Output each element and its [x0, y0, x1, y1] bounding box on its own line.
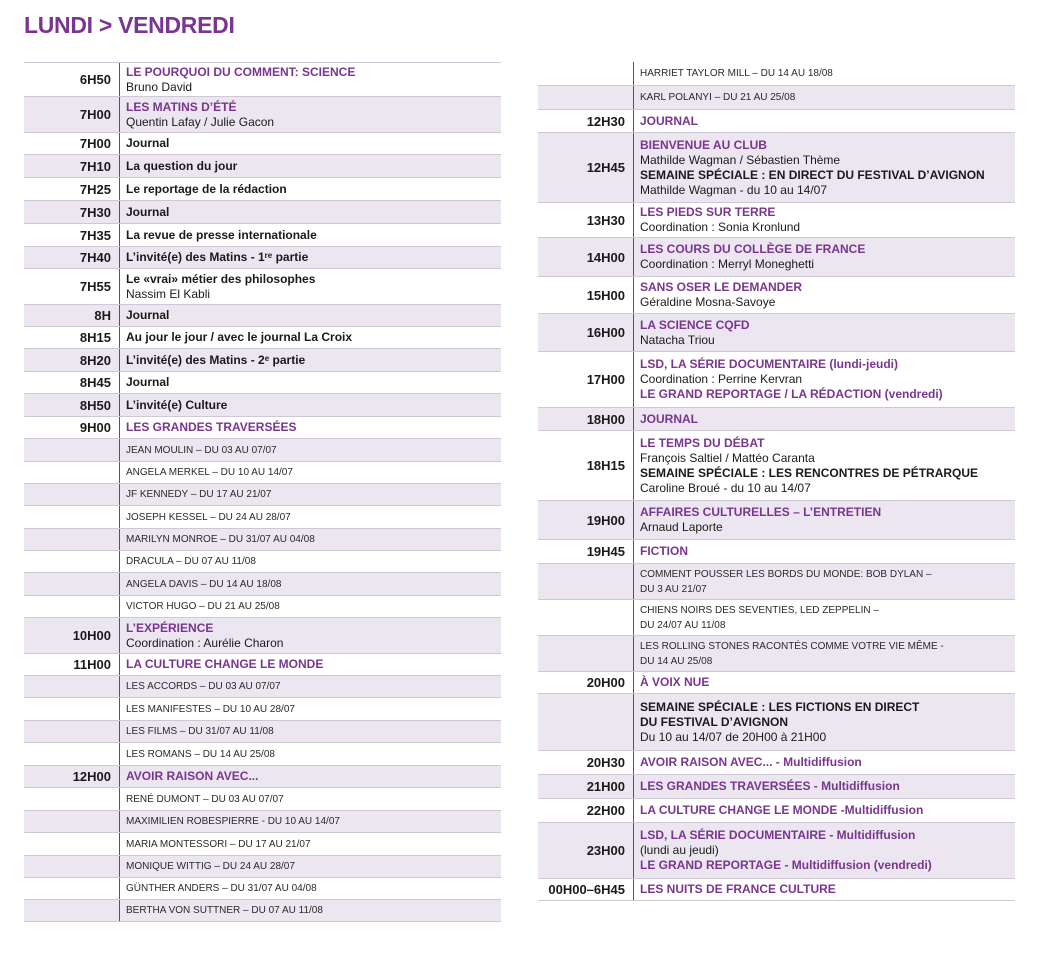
time-slot	[538, 62, 633, 85]
segment-title: Journal	[126, 375, 170, 389]
episode-entry: LES ROMANS – DU 14 AU 25/08	[126, 748, 275, 760]
program-host: François Saltiel / Mattéo Caranta	[640, 450, 815, 465]
time-slot	[24, 856, 119, 877]
time-slot	[24, 462, 119, 483]
schedule-row	[24, 596, 501, 618]
segment-title: L’invité(e) Culture	[126, 397, 228, 412]
program-host: Nassim El Kabli	[126, 286, 211, 301]
program-info	[119, 372, 501, 393]
schedule-row	[24, 462, 501, 484]
program-title: LE TEMPS DU DÉBAT	[640, 435, 765, 450]
schedule-row	[538, 86, 1015, 110]
program-host: Géraldine Mosna-Savoye	[640, 295, 776, 309]
time-slot	[538, 564, 633, 599]
episode-entry: DU 14 AU 25/08	[640, 655, 713, 667]
program-info	[119, 327, 501, 348]
program-host: Coordination : Aurélie Charon	[126, 635, 284, 650]
episode-entry: ANGELA MERKEL – DU 10 AU 14/07	[126, 467, 293, 478]
time-slot: 13H30	[586, 212, 625, 228]
schedule-row	[24, 372, 501, 394]
episode-entry: ANGELA DAVIS – DU 14 AU 18/08	[126, 578, 282, 590]
program-info	[119, 721, 501, 742]
program-title: LES NUITS DE FRANCE CULTURE	[640, 882, 836, 896]
schedule-row	[538, 501, 1015, 540]
program-info	[119, 676, 501, 697]
schedule-row	[538, 203, 1015, 238]
schedule-row	[24, 878, 501, 900]
schedule-row	[24, 439, 501, 462]
schedule-row	[24, 224, 501, 247]
time-slot: 8H45	[79, 375, 111, 390]
schedule-row	[24, 654, 501, 676]
schedule-row	[24, 97, 501, 133]
schedule-row	[24, 573, 501, 596]
time-slot: 14H00	[586, 249, 625, 265]
schedule-row	[24, 551, 501, 573]
schedule-row	[24, 155, 501, 178]
program-info	[119, 573, 501, 595]
episode-entry: LES ACCORDS – DU 03 AU 07/07	[126, 681, 281, 692]
schedule-row	[24, 178, 501, 201]
program-info	[119, 484, 501, 505]
program-info	[119, 349, 501, 371]
program-info	[119, 224, 501, 246]
program-title: LSD, LA SÉRIE DOCUMENTAIRE - Multidiffusion	[640, 828, 916, 842]
program-info	[633, 775, 1015, 798]
time-slot: 11H00	[73, 657, 111, 672]
episode-entry: JF KENNEDY – DU 17 AU 21/07	[126, 489, 272, 500]
schedule-row	[24, 63, 501, 97]
schedule-row	[24, 833, 501, 856]
program-info	[633, 501, 1015, 539]
program-info	[119, 618, 501, 653]
schedule-row	[24, 721, 501, 743]
segment-title: La question du jour	[126, 158, 238, 173]
program-info	[119, 133, 501, 154]
program-info	[633, 799, 1015, 822]
program-info	[119, 833, 501, 855]
schedule-row	[538, 431, 1015, 501]
schedule-row	[538, 277, 1015, 314]
time-slot: 8H20	[79, 352, 111, 368]
time-slot	[24, 573, 119, 595]
schedule-row	[538, 564, 1015, 600]
program-title: FICTION	[640, 544, 688, 558]
schedule-row	[538, 352, 1015, 408]
time-slot: 00H00–6H45	[548, 882, 625, 897]
episode-entry: COMMENT POUSSER LES BORDS DU MONDE: BOB DYLAN –	[640, 568, 932, 580]
time-slot: 22H00	[586, 803, 625, 818]
program-title: LES GRANDES TRAVERSÉES	[126, 420, 297, 434]
program-info	[119, 305, 501, 326]
program-title: AVOIR RAISON AVEC...	[126, 769, 259, 783]
program-title: LES MATINS D’ÉTÉ	[126, 99, 237, 114]
episode-entry: LES FILMS – DU 31/07 AU 11/08	[126, 726, 274, 737]
program-info	[119, 394, 501, 416]
schedule-row	[24, 529, 501, 551]
schedule-row	[24, 394, 501, 417]
program-title: LES COURS DU COLLÈGE DE FRANCE	[640, 242, 866, 256]
program-title: L’EXPÉRIENCE	[126, 620, 214, 635]
program-info	[633, 314, 1015, 351]
time-slot	[24, 506, 119, 528]
time-slot	[24, 551, 119, 572]
program-title: LE GRAND REPORTAGE / LA RÉDACTION (vendredi)	[640, 387, 943, 401]
program-title: LE GRAND REPORTAGE - Multidiffusion (vendredi)	[640, 858, 932, 872]
program-info	[119, 654, 501, 675]
segment-title: SEMAINE SPÉCIALE : LES FICTIONS EN DIRECT	[640, 699, 920, 714]
schedule-row	[538, 600, 1015, 636]
episode-entry: DU 24/07 AU 11/08	[640, 619, 726, 631]
program-info	[633, 751, 1015, 774]
program-info	[633, 672, 1015, 693]
schedule-right-column	[538, 62, 1015, 901]
schedule-row	[24, 743, 501, 766]
time-slot: 21H00	[586, 779, 625, 794]
program-title: LES PIEDS SUR TERRE	[640, 205, 776, 219]
episode-entry: JEAN MOULIN – DU 03 AU 07/07	[126, 444, 277, 456]
schedule-row	[24, 484, 501, 506]
program-info	[633, 86, 1015, 109]
program-info	[119, 743, 501, 765]
program-info	[119, 97, 501, 132]
time-slot: 20H30	[586, 755, 625, 770]
program-host: Caroline Broué - du 10 au 14/07	[640, 480, 811, 495]
schedule-row	[538, 799, 1015, 823]
program-info	[633, 62, 1015, 85]
program-title: LES GRANDES TRAVERSÉES - Multidiffusion	[640, 779, 900, 793]
schedule-row	[538, 751, 1015, 775]
time-slot	[24, 484, 119, 505]
time-slot	[24, 833, 119, 855]
program-info	[633, 238, 1015, 276]
schedule-row	[24, 788, 501, 811]
program-info	[633, 823, 1015, 878]
time-slot: 18H15	[586, 458, 625, 473]
episode-entry: HARRIET TAYLOR MILL – DU 14 AU 18/08	[640, 68, 833, 79]
time-slot: 18H00	[586, 411, 625, 427]
time-slot: 7H00	[79, 107, 111, 122]
time-slot: 8H50	[79, 397, 111, 413]
time-slot	[24, 878, 119, 899]
time-slot: 7H10	[79, 158, 111, 174]
segment-title: SEMAINE SPÉCIALE : LES RENCONTRES DE PÉTRARQUE	[640, 465, 979, 480]
program-title: LA SCIENCE CQFD	[640, 317, 750, 332]
episode-entry: MARIA MONTESSORI – DU 17 AU 21/07	[126, 838, 311, 850]
segment-title: La revue de presse internationale	[126, 227, 317, 242]
program-info	[119, 417, 501, 438]
time-slot	[538, 600, 633, 635]
episode-entry: MAXIMILIEN ROBESPIERRE - DU 10 AU 14/07	[126, 816, 340, 827]
schedule-row	[538, 408, 1015, 431]
program-info	[119, 506, 501, 528]
page-title: LUNDI > VENDREDI	[24, 12, 235, 38]
program-info	[119, 811, 501, 832]
program-info	[633, 352, 1015, 407]
time-slot: 7H40	[79, 250, 111, 265]
schedule-row	[24, 698, 501, 721]
program-title: JOURNAL	[640, 411, 699, 426]
episode-entry: JOSEPH KESSEL – DU 24 AU 28/07	[126, 511, 291, 523]
schedule-row	[538, 540, 1015, 564]
time-slot: 9H00	[79, 420, 111, 435]
schedule-row	[538, 133, 1015, 203]
schedule-row	[538, 775, 1015, 799]
program-info	[119, 462, 501, 483]
program-info	[119, 551, 501, 572]
program-info	[633, 133, 1015, 202]
time-slot: 7H25	[79, 181, 111, 197]
schedule-row	[24, 305, 501, 327]
program-info	[633, 431, 1015, 500]
schedule-row	[538, 694, 1015, 751]
program-host: Quentin Lafay / Julie Gacon	[126, 114, 275, 129]
segment-title: Journal	[126, 308, 170, 322]
segment-title: SEMAINE SPÉCIALE : EN DIRECT DU FESTIVAL D’AVIGNON	[640, 167, 985, 182]
time-slot	[538, 694, 633, 750]
program-info	[119, 269, 501, 304]
time-slot: 7H30	[79, 204, 111, 220]
time-slot: 17H00	[586, 372, 625, 387]
time-slot: 7H55	[79, 279, 111, 294]
segment-title: Le «vrai» métier des philosophes	[126, 271, 316, 286]
episode-entry: DU 3 AU 21/07	[640, 583, 707, 595]
schedule-row	[24, 856, 501, 878]
episode-entry: BERTHA VON SUTTNER – DU 07 AU 11/08	[126, 905, 323, 916]
time-slot: 19H00	[586, 512, 625, 528]
program-info	[633, 203, 1015, 237]
segment-title: Le reportage de la rédaction	[126, 181, 287, 196]
program-host: Coordination : Sonia Kronlund	[640, 220, 801, 234]
time-slot: 12H45	[586, 160, 625, 175]
schedule-row	[538, 823, 1015, 879]
schedule-left-column	[24, 62, 501, 922]
time-slot	[24, 596, 119, 617]
program-info	[119, 788, 501, 810]
program-info	[633, 694, 1015, 750]
segment-title: Journal	[126, 136, 170, 150]
time-slot	[24, 788, 119, 810]
schedule-row	[24, 327, 501, 349]
time-slot: 23H00	[586, 843, 625, 858]
program-title: AVOIR RAISON AVEC... - Multidiffusion	[640, 755, 862, 769]
program-host: Coordination : Perrine Kervran	[640, 372, 803, 386]
segment-title: DU FESTIVAL D’AVIGNON	[640, 714, 789, 729]
time-slot	[24, 698, 119, 720]
program-title: LA CULTURE CHANGE LE MONDE	[126, 657, 324, 671]
time-slot: 7H00	[79, 136, 111, 151]
program-title: SANS OSER LE DEMANDER	[640, 280, 803, 294]
program-title: À VOIX NUE	[640, 675, 710, 689]
time-slot: 12H00	[72, 769, 111, 784]
segment-title: Journal	[126, 204, 170, 219]
program-info	[633, 600, 1015, 635]
program-host: Du 10 au 14/07 de 20H00 à 21H00	[640, 729, 827, 744]
program-info	[119, 900, 501, 921]
schedule-row	[538, 672, 1015, 694]
program-info	[119, 247, 501, 268]
program-info	[633, 277, 1015, 313]
program-info	[119, 766, 501, 787]
segment-title: L’invité(e) des Matins - 1ʳᵉ partie	[126, 250, 309, 264]
schedule-row	[24, 201, 501, 224]
time-slot	[24, 811, 119, 832]
schedule-row	[24, 133, 501, 155]
program-title: AFFAIRES CULTURELLES – L’ENTRETIEN	[640, 505, 882, 519]
segment-title: L’invité(e) des Matins - 2ᵉ partie	[126, 352, 306, 367]
schedule-row	[538, 62, 1015, 86]
program-info	[633, 110, 1015, 132]
episode-entry: RENÉ DUMONT – DU 03 AU 07/07	[126, 793, 284, 805]
program-title: LA CULTURE CHANGE LE MONDE -Multidiffusion	[640, 803, 924, 817]
program-host: (lundi au jeudi)	[640, 843, 719, 857]
program-info	[119, 201, 501, 223]
time-slot: 6H50	[79, 72, 111, 87]
schedule-row	[538, 879, 1015, 901]
time-slot: 10H00	[72, 628, 111, 643]
program-title: LE POURQUOI DU COMMENT: SCIENCE	[126, 64, 356, 79]
time-slot: 16H00	[586, 325, 625, 340]
episode-entry: LES MANIFESTES – DU 10 AU 28/07	[126, 703, 295, 715]
program-info	[119, 439, 501, 461]
time-slot: 19H45	[586, 544, 625, 559]
program-info	[633, 564, 1015, 599]
program-info	[633, 408, 1015, 430]
schedule-row	[24, 349, 501, 372]
schedule-row	[24, 269, 501, 305]
schedule-row	[538, 636, 1015, 672]
program-info	[119, 878, 501, 899]
time-slot: 8H15	[79, 330, 111, 345]
time-slot: 12H30	[586, 113, 625, 129]
episode-entry: MARILYN MONROE – DU 31/07 AU 04/08	[126, 534, 315, 545]
schedule-row	[538, 314, 1015, 352]
episode-entry: MONIQUE WITTIG – DU 24 AU 28/07	[126, 861, 295, 872]
time-slot: 8H	[94, 308, 111, 323]
program-title: BIENVENUE AU CLUB	[640, 137, 767, 152]
schedule-row	[24, 506, 501, 529]
program-info	[119, 698, 501, 720]
episode-entry: KARL POLANYI – DU 21 AU 25/08	[640, 92, 796, 103]
time-slot	[24, 743, 119, 765]
time-slot	[24, 439, 119, 461]
time-slot: 15H00	[586, 287, 625, 303]
time-slot: 7H35	[79, 227, 111, 243]
program-info	[633, 636, 1015, 671]
episode-entry: LES ROLLING STONES RACONTÉS COMME VOTRE VIE MÊME -	[640, 640, 944, 652]
program-info	[119, 155, 501, 177]
program-info	[119, 596, 501, 617]
program-info	[119, 63, 501, 96]
schedule-row	[24, 676, 501, 698]
program-host: Bruno David	[126, 79, 193, 94]
segment-title: Au jour le jour / avec le journal La Croix	[126, 330, 353, 344]
program-info	[119, 529, 501, 550]
program-info	[633, 879, 1015, 900]
time-slot: 20H00	[586, 675, 625, 690]
episode-entry: VICTOR HUGO – DU 21 AU 25/08	[126, 601, 280, 612]
schedule-row	[24, 417, 501, 439]
program-info	[119, 178, 501, 200]
schedule-row	[24, 766, 501, 788]
time-slot	[538, 636, 633, 671]
schedule-row	[538, 110, 1015, 133]
schedule-row	[24, 811, 501, 833]
program-host: Coordination : Merryl Moneghetti	[640, 257, 815, 271]
episode-entry: DRACULA – DU 07 AU 11/08	[126, 556, 256, 567]
program-host: Mathilde Wagman - du 10 au 14/07	[640, 182, 828, 197]
program-title: JOURNAL	[640, 113, 699, 128]
time-slot	[24, 721, 119, 742]
program-host: Mathilde Wagman / Sébastien Thème	[640, 152, 841, 167]
program-host: Arnaud Laporte	[640, 520, 723, 534]
program-host: Natacha Triou	[640, 332, 715, 347]
program-title: LSD, LA SÉRIE DOCUMENTAIRE (lundi-jeudi)	[640, 357, 898, 371]
schedule-row	[24, 900, 501, 922]
episode-entry: GÜNTHER ANDERS – DU 31/07 AU 04/08	[126, 883, 317, 894]
schedule-row	[24, 247, 501, 269]
schedule-row	[538, 238, 1015, 277]
program-info	[119, 856, 501, 877]
time-slot	[24, 529, 119, 550]
time-slot	[24, 676, 119, 697]
episode-entry: CHIENS NOIRS DES SEVENTIES, LED ZEPPELIN –	[640, 604, 879, 616]
time-slot	[538, 86, 633, 109]
program-info	[633, 540, 1015, 563]
time-slot	[24, 900, 119, 921]
schedule-row	[24, 618, 501, 654]
